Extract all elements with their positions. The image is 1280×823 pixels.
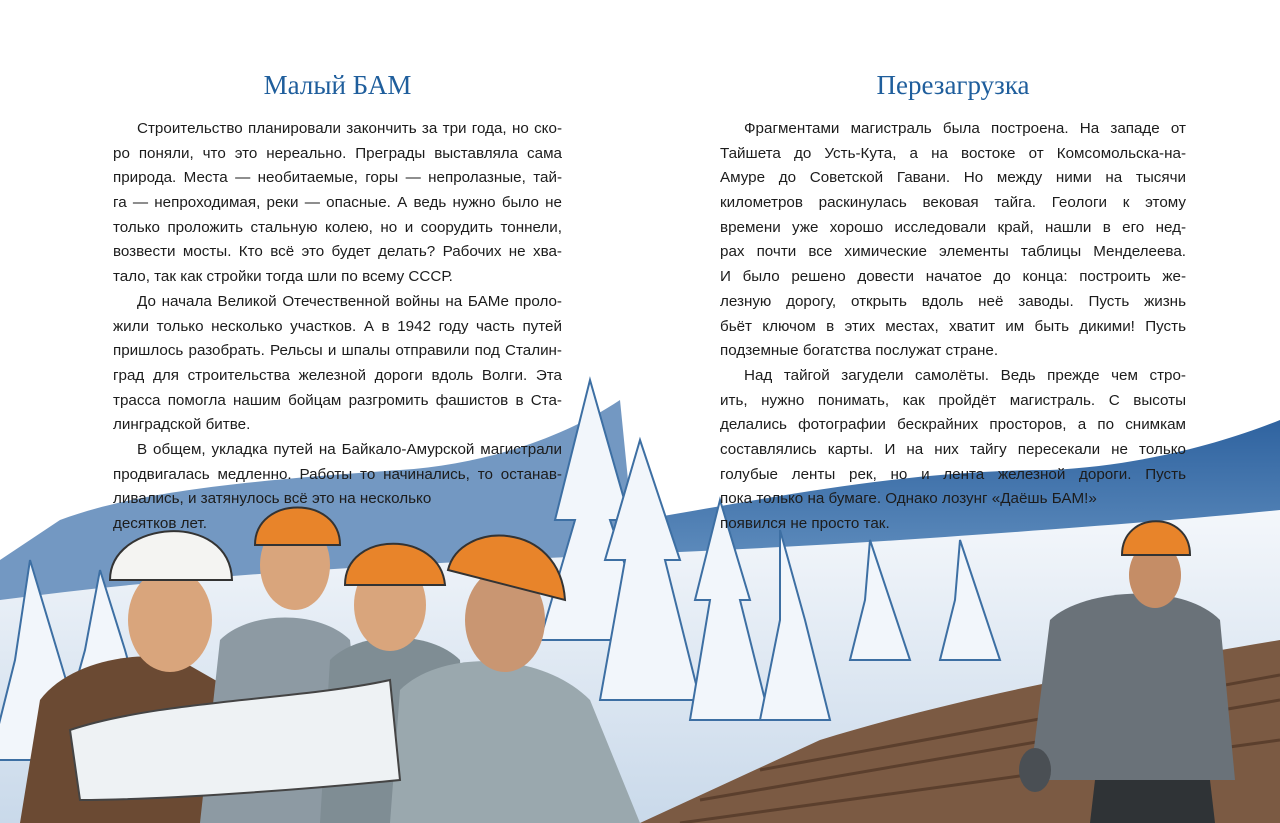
text-line: километров раскинулась вековая тайга. Геологи к этому: [720, 194, 1186, 212]
left-page-title: Малый БАМ: [263, 70, 412, 100]
right-page: [720, 70, 1186, 537]
text-line: продвигалась медленно. Работы то начинались, то останав-: [113, 465, 562, 483]
text-line: пришлось разобрать. Рельсы и шпалы отправили под Сталин-: [113, 342, 562, 360]
text-line: Строительство планировали закончить за три года, но ско-: [137, 120, 562, 137]
text-line: Над тайгой загудели самолёты. Ведь прежде чем стро-: [744, 366, 1186, 384]
text-line: жили только несколько участков. А в 1942 году часть путей: [113, 317, 562, 335]
text-line: десятков лет.: [113, 515, 207, 532]
right-page-title: Перезагрузка: [876, 70, 1030, 100]
text-line: ливались, и затянулось всё это на несколько: [113, 490, 432, 508]
right-page-body: [720, 117, 1186, 537]
left-page: [113, 70, 562, 537]
text-line: И было решено довести начатое до конца: построить же-: [720, 268, 1186, 286]
text-line: голубые ленты рек, но и лента железной дороги. Пусть: [720, 465, 1186, 483]
text-line: времени уже хорошо исследовали край, нашли в его нед-: [720, 218, 1186, 236]
text-line: До начала Великой Отечественной войны на БАМе проло-: [137, 292, 562, 310]
text-line: град для строительства железной дороги вдоль Волги. Эта: [113, 366, 562, 384]
text-line: пока только на бумаге. Однако лозунг «Даёшь БАМ!»: [720, 490, 1097, 508]
text-line: Фрагментами магистраль была построена. На западе от: [744, 120, 1186, 137]
text-line: возвести мосты. Кто всё это будет делать? Рабочих не хва-: [113, 243, 562, 261]
text-line: трасса помогла нашим бойцам разгромить фашистов в Ста-: [113, 391, 562, 409]
text-line: лезную дорогу, открыть вдоль неё заводы. Пусть жизнь: [720, 292, 1186, 310]
text-line: подземные богатства послужат стране.: [720, 342, 999, 360]
text-line: появился не просто так.: [720, 515, 890, 532]
text-line: бьёт ключом в этих местах, хватит им быть дикими! Пусть: [720, 317, 1186, 335]
text-line: рах почти все химические элементы таблицы Менделеева.: [720, 243, 1186, 261]
text-line: В общем, укладка путей на Байкало-Амурской магистрали: [137, 440, 562, 458]
text-line: только проложить стальную колею, но и соорудить тоннели,: [113, 218, 562, 236]
text-line: делались фотографии бескрайних просторов, а по снимкам: [720, 416, 1186, 434]
text-line: тало, так как стройки тогда шли по всему СССР.: [113, 268, 453, 286]
text-line: Тайшета до Усть-Кута, а на востоке от Комсомольска-на-: [720, 144, 1186, 162]
text-line: составлялись карты. И на них тайгу пересекали не только: [720, 440, 1186, 458]
text-line: га — непроходимая, реки — опасные. А ведь нужно было не: [113, 194, 562, 212]
paragraph: [113, 438, 562, 537]
paragraph: [113, 117, 562, 290]
text-line: природа. Места — необитаемые, горы — непролазные, тай-: [113, 169, 562, 187]
paragraph: [720, 364, 1186, 537]
left-page-body: [113, 117, 562, 537]
text-line: ить, нужно понимать, как пройдёт магистраль. С высоты: [720, 391, 1186, 409]
text-line: Амуре до Советской Гавани. Но между ними на тысячи: [720, 169, 1186, 187]
text-line: линградской битве.: [113, 416, 251, 434]
paragraph: [720, 117, 1186, 364]
paragraph: [113, 290, 562, 438]
text-line: ро поняли, что это нереально. Преграды выставляла сама: [113, 144, 562, 162]
